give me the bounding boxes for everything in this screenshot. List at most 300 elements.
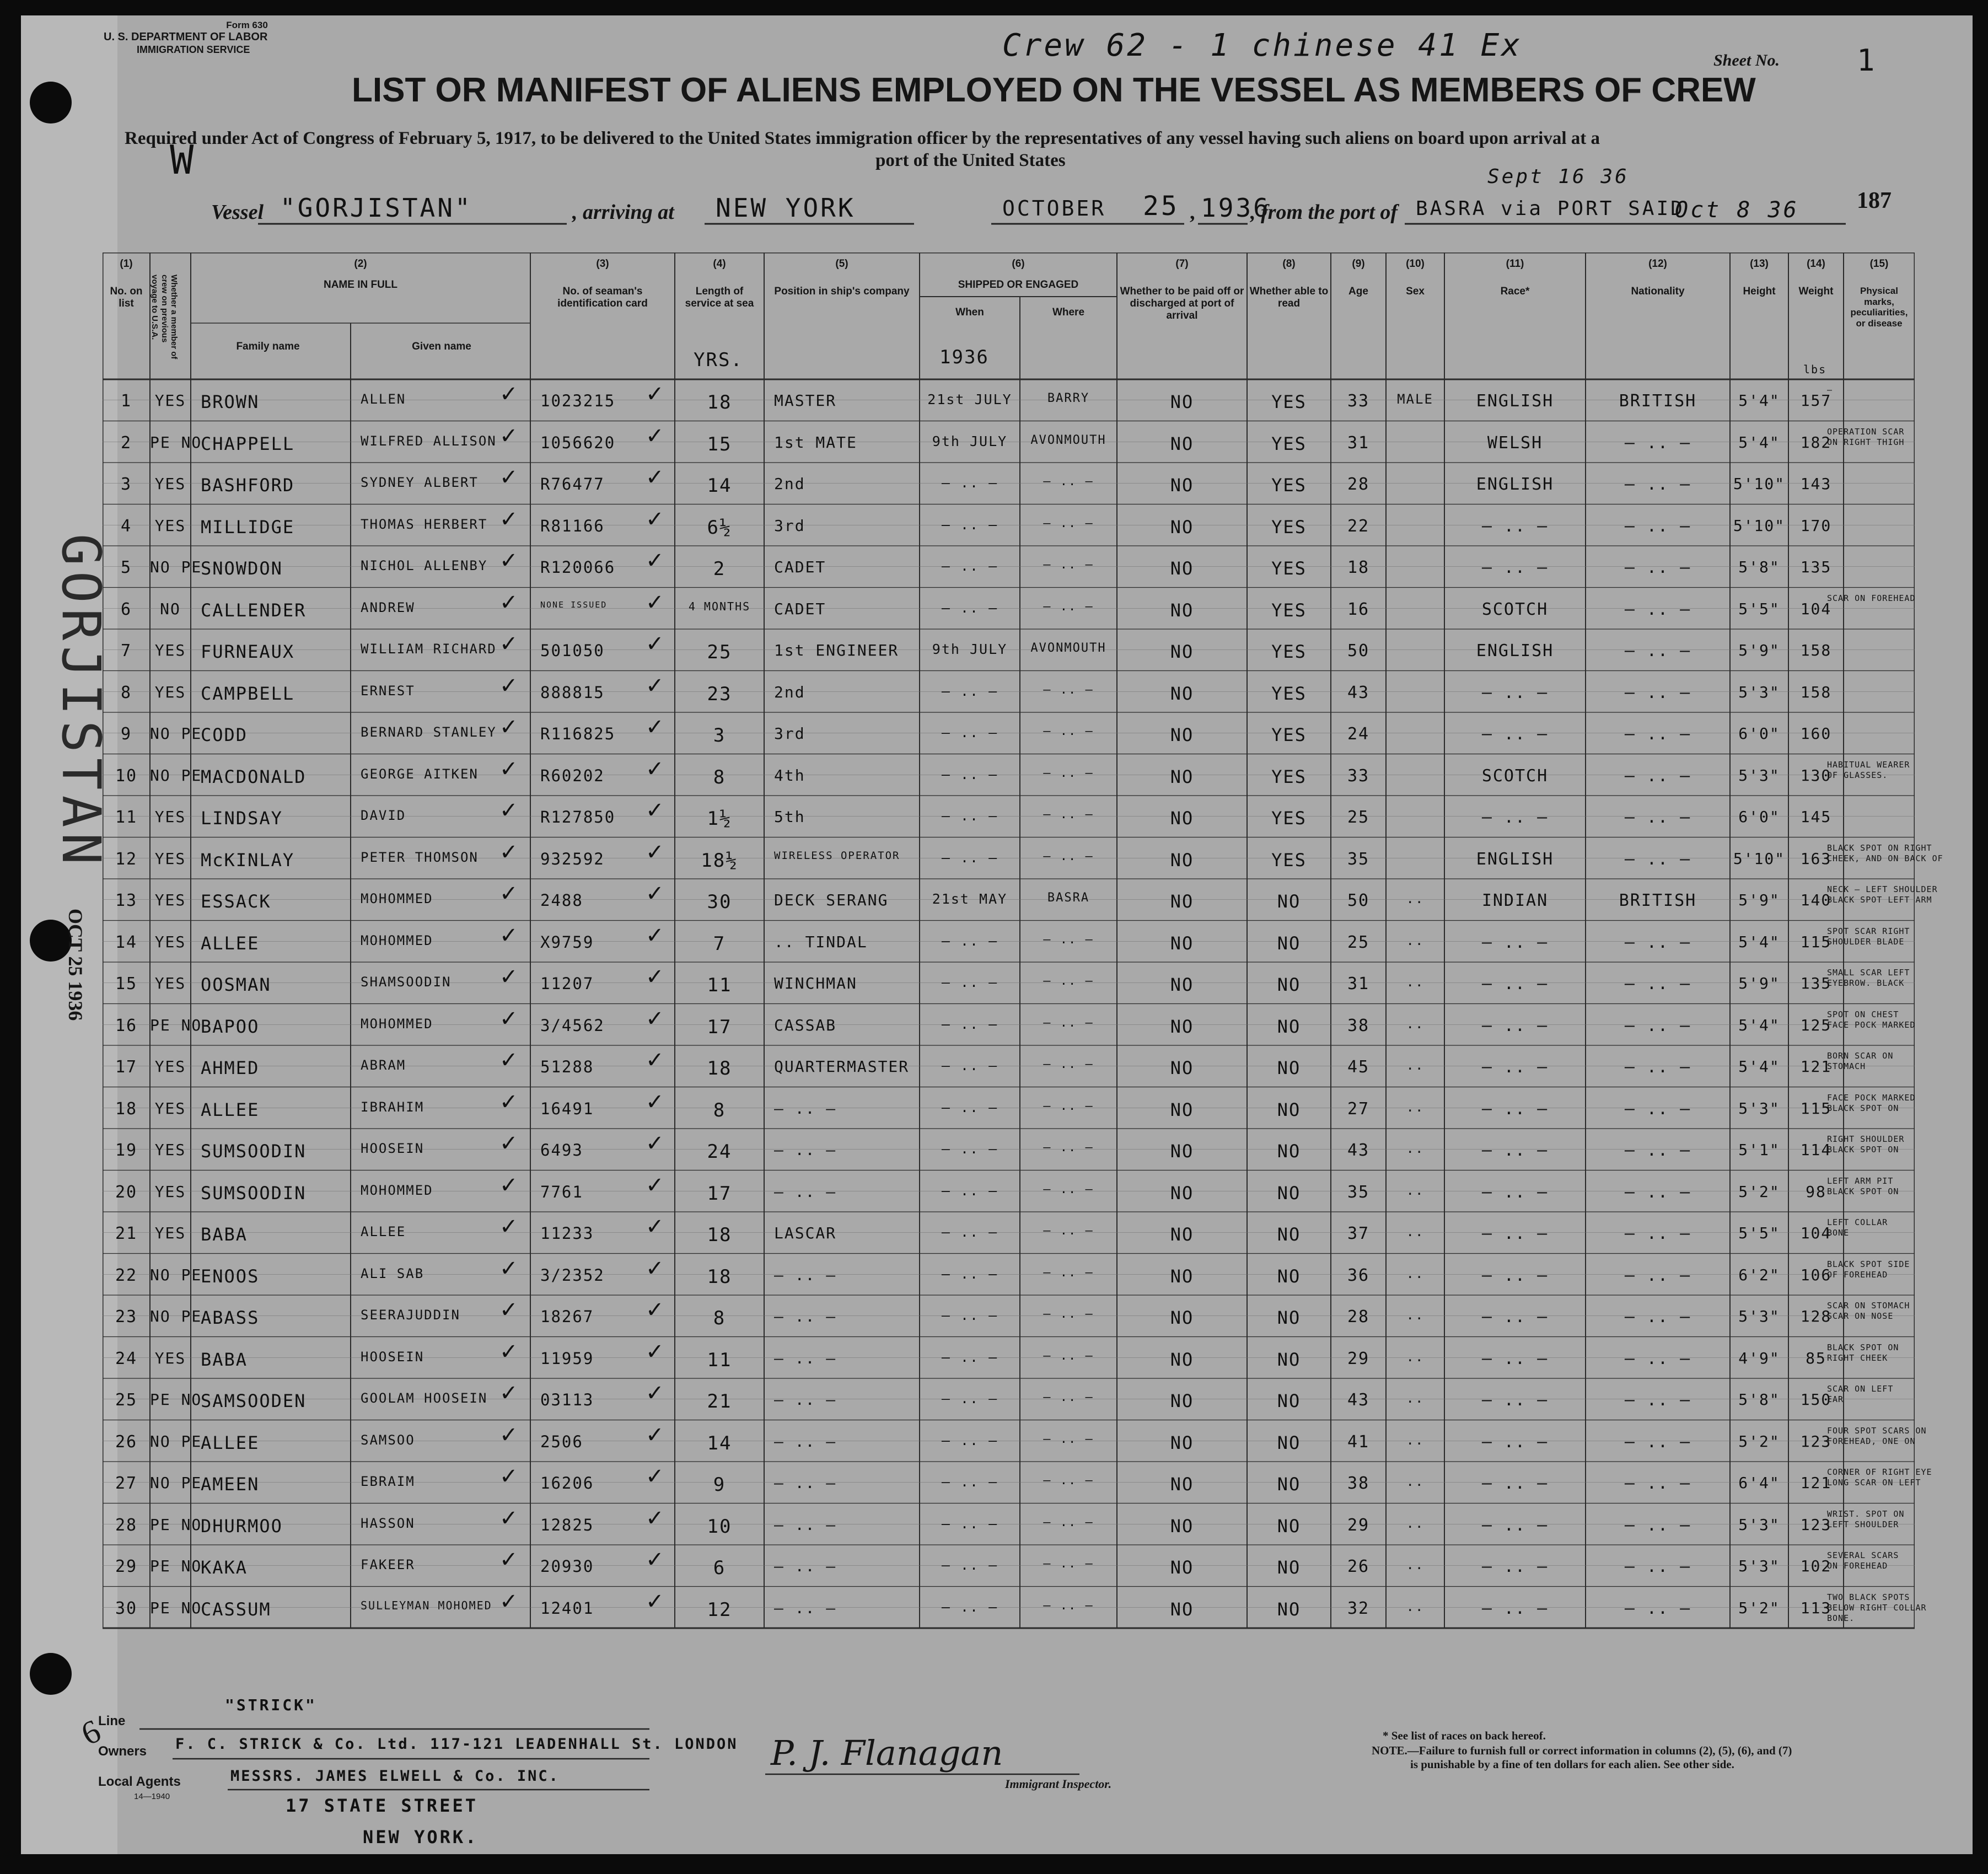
cell-family: AHMED (201, 1057, 260, 1078)
line-label: Line (98, 1714, 126, 1728)
cell-read: NO (1277, 932, 1301, 954)
cell-n: 7 (120, 641, 132, 661)
cell-service: 1½ (707, 808, 732, 830)
column-header: Height (1743, 286, 1776, 297)
column-subheader: When (955, 307, 984, 318)
cell-weight: 115 (1800, 1099, 1832, 1118)
check-mark-icon: ✓ (646, 1048, 664, 1073)
cell-given: IBRAHIM (361, 1099, 425, 1115)
table-row (103, 1045, 1915, 1087)
arrival-port: NEW YORK (716, 193, 856, 223)
cell-where: — .. — (1043, 558, 1094, 572)
column-header: Race* (1500, 286, 1530, 297)
cell-when: — .. — (941, 516, 998, 533)
cell-height: 5'2" (1738, 1432, 1780, 1451)
cell-paid: NO (1170, 1557, 1194, 1578)
check-mark-icon: ✓ (646, 1464, 664, 1489)
column-subheader: Where (1052, 307, 1085, 318)
cell-weight: 85 (1806, 1349, 1826, 1367)
cell-card: 888815 (540, 683, 605, 702)
cell-sex: .. (1406, 1598, 1425, 1614)
table-row (103, 1587, 1927, 1629)
cell-given: HOOSEIN (361, 1141, 425, 1156)
cell-card: 11959 (540, 1349, 594, 1368)
cell-read: YES (1271, 808, 1307, 829)
cell-where: — .. — (1043, 849, 1094, 863)
cell-given: EBRAIM (361, 1474, 415, 1489)
cell-family: CODD (201, 724, 248, 745)
owners-label: Owners (98, 1744, 147, 1759)
cell-read: YES (1271, 849, 1307, 871)
cell-race: — .. — (1481, 516, 1549, 536)
cell-service: 21 (707, 1390, 732, 1413)
column-number: (9) (1352, 258, 1365, 270)
cell-paid: NO (1170, 1141, 1194, 1162)
cell-n: 18 (115, 1099, 138, 1119)
table-row (103, 1545, 1915, 1587)
cell-height: 5'4" (1738, 1016, 1780, 1034)
check-mark-icon: ✓ (499, 1422, 518, 1448)
cell-given: PETER THOMSON (361, 849, 479, 865)
cell-sex: .. (1406, 1224, 1425, 1239)
cell-n: 12 (115, 849, 138, 869)
cell-given: ALLEN (361, 391, 406, 407)
cell-age: 25 (1347, 932, 1370, 952)
cell-card: NONE ISSUED (540, 599, 608, 610)
check-mark-icon: ✓ (646, 589, 664, 615)
cell-n: 24 (115, 1349, 138, 1368)
cell-race: — .. — (1481, 1307, 1549, 1327)
date-stamp: OCT 25 1936 (65, 909, 87, 1021)
cell-age: 29 (1347, 1515, 1370, 1535)
cell-when: — .. — (941, 599, 998, 616)
cell-card: 501050 (540, 641, 605, 660)
cell-race: INDIAN (1481, 891, 1549, 910)
cell-paid: NO (1170, 1515, 1194, 1537)
vessel-stamp: GORJISTAN (50, 534, 112, 871)
cell-where: BASRA (1047, 891, 1090, 905)
physical-marks: FACE POCK MARKED BLACK SPOT ON (1827, 1092, 1916, 1113)
check-mark-icon: ✓ (646, 1131, 664, 1156)
table-row (103, 1337, 1915, 1379)
cell-race: — .. — (1481, 1515, 1549, 1535)
cell-race: ENGLISH (1476, 475, 1554, 494)
cell-service: 18 (707, 391, 732, 414)
cell-when: — .. — (941, 1390, 998, 1406)
cell-position: — .. — (774, 1474, 837, 1492)
check-mark-icon: ✓ (646, 506, 664, 532)
check-mark-icon: ✓ (499, 798, 518, 823)
cell-when: — .. — (941, 683, 998, 699)
cell-paid: NO (1170, 391, 1194, 412)
cell-given: HASSON (361, 1515, 415, 1531)
cell-when: — .. — (941, 1349, 998, 1365)
table-row (103, 712, 1915, 754)
cell-paid: NO (1170, 1598, 1194, 1620)
cell-age: 43 (1347, 683, 1370, 702)
cell-service: 17 (707, 1182, 732, 1205)
cell-age: 31 (1347, 974, 1370, 994)
cell-nat: — .. — (1624, 724, 1691, 744)
check-mark-icon: ✓ (646, 423, 664, 449)
cell-age: 38 (1347, 1474, 1370, 1493)
sailing-date-note: Sept 16 36 (1487, 165, 1629, 188)
physical-marks: SPOT ON CHEST FACE POCK MARKED (1827, 1009, 1916, 1030)
cell-height: 5'8" (1738, 1390, 1780, 1409)
check-mark-icon: ✓ (499, 673, 518, 699)
cell-prev: YES (154, 1057, 186, 1076)
cell-prev: YES (154, 1349, 186, 1367)
cell-sex: .. (1406, 1307, 1425, 1323)
cell-given: GEORGE AITKEN (361, 766, 479, 782)
cell-given: WILFRED ALLISON (361, 433, 497, 449)
cell-paid: NO (1170, 1182, 1194, 1204)
cell-sex: .. (1406, 1474, 1425, 1489)
check-mark-icon: ✓ (646, 631, 664, 657)
cell-nat: — .. — (1624, 1265, 1691, 1285)
cell-weight: 121 (1800, 1474, 1832, 1492)
cell-n: 14 (115, 932, 138, 952)
cell-given: SEERAJUDDIN (361, 1307, 460, 1323)
form-number: Form 630 (226, 20, 268, 30)
cell-height: 6'2" (1738, 1265, 1780, 1284)
cell-position: WINCHMAN (774, 974, 857, 992)
column-header: Sex (1406, 286, 1425, 297)
physical-marks: FOUR SPOT SCARS ON FOREHEAD, ONE ON (1827, 1425, 1927, 1446)
vessel-label: Vessel (211, 201, 264, 224)
cell-race: SCOTCH (1481, 766, 1549, 786)
cell-n: 20 (115, 1182, 138, 1202)
cell-position: DECK SERANG (774, 891, 889, 909)
column-number: (4) (713, 258, 726, 270)
column-header: SHIPPED OR ENGAGED (958, 279, 1079, 291)
column-header: Physical marks, peculiarities, or disease (1850, 286, 1908, 329)
cell-given: SAMSOO (361, 1432, 415, 1448)
arrival-month: OCTOBER (1002, 196, 1106, 221)
check-mark-icon: ✓ (499, 1297, 518, 1323)
cell-paid: NO (1170, 1099, 1194, 1120)
cell-nat: — .. — (1624, 808, 1691, 827)
cell-family: DHURMOO (201, 1515, 283, 1537)
check-mark-icon: ✓ (646, 548, 664, 573)
check-mark-icon: ✓ (646, 1547, 664, 1572)
physical-marks: WRIST. SPOT ON LEFT SHOULDER (1827, 1508, 1905, 1529)
cell-paid: NO (1170, 1224, 1194, 1245)
cell-when: — .. — (941, 1057, 998, 1073)
table-row (103, 546, 1915, 588)
cell-read: NO (1277, 974, 1301, 995)
cell-service: 12 (707, 1598, 732, 1621)
cell-card: 2506 (540, 1432, 583, 1451)
cell-age: 18 (1347, 558, 1370, 577)
cell-weight: 128 (1800, 1307, 1832, 1325)
cell-given: ERNEST (361, 683, 415, 699)
cell-age: 50 (1347, 641, 1370, 661)
cell-nat: — .. — (1624, 1515, 1691, 1535)
cell-sex: .. (1406, 1557, 1425, 1572)
cell-weight: 102 (1800, 1557, 1832, 1575)
cell-age: 27 (1347, 1099, 1370, 1119)
cell-when: — .. — (941, 1557, 998, 1573)
column-header: Length of service at sea (685, 286, 754, 309)
cell-age: 45 (1347, 1057, 1370, 1077)
column-number: (13) (1750, 258, 1769, 270)
cell-n: 11 (115, 808, 138, 827)
cell-service: 10 (707, 1515, 732, 1538)
cell-read: NO (1277, 1265, 1301, 1287)
cell-read: NO (1277, 1432, 1301, 1453)
cell-weight: 104 (1800, 1224, 1832, 1242)
cell-paid: NO (1170, 1265, 1194, 1287)
check-mark-icon: ✓ (499, 589, 518, 615)
cell-prev: YES (154, 974, 186, 992)
cell-weight: 163 (1800, 849, 1832, 868)
cell-weight: 182 (1800, 433, 1832, 452)
table-row (103, 1170, 1915, 1212)
cell-nat: — .. — (1624, 1349, 1691, 1368)
cell-weight: 121 (1800, 1057, 1832, 1076)
from-label: , from the port of (1250, 201, 1398, 224)
check-mark-icon: ✓ (499, 1547, 518, 1572)
column-header: No. of seaman's identification card (557, 286, 648, 309)
check-mark-icon: ✓ (646, 922, 664, 948)
cell-weight: 150 (1800, 1390, 1832, 1409)
cell-race: — .. — (1481, 1099, 1549, 1119)
cell-service: 18 (707, 1224, 732, 1246)
column-number: (5) (835, 258, 848, 270)
cell-prev: NO PE (150, 1432, 202, 1451)
owners-value: F. C. STRICK & Co. Ltd. 117-121 LEADENHALL St. LONDON (175, 1736, 738, 1753)
cell-read: YES (1271, 641, 1307, 662)
cell-height: 5'3" (1738, 766, 1780, 785)
cell-where: — .. — (1043, 932, 1094, 947)
check-mark-icon: ✓ (646, 465, 664, 490)
cell-race: — .. — (1481, 1432, 1549, 1452)
physical-marks: RIGHT SHOULDER BLACK SPOT ON (1827, 1134, 1905, 1155)
cell-family: ALLEE (201, 1432, 260, 1453)
cell-card: 1056620 (540, 433, 616, 452)
cell-position: — .. — (774, 1182, 837, 1201)
cell-prev: NO PE (150, 766, 202, 785)
check-mark-icon: ✓ (646, 1422, 664, 1448)
cell-where: BARRY (1047, 391, 1090, 405)
cell-race: — .. — (1481, 1390, 1549, 1410)
physical-marks: LEFT ARM PIT BLACK SPOT ON (1827, 1175, 1899, 1196)
cell-prev: YES (154, 1182, 186, 1201)
cell-race: ENGLISH (1476, 849, 1554, 869)
cell-sex: .. (1406, 974, 1425, 990)
cell-where: — .. — (1043, 1390, 1094, 1404)
cell-card: 11233 (540, 1224, 594, 1243)
cell-prev: PE NO (150, 1390, 202, 1409)
year-separator: , (1190, 201, 1195, 224)
physical-marks: SEVERAL SCARS ON FOREHEAD (1827, 1550, 1899, 1571)
cell-family: BABA (201, 1349, 248, 1370)
cell-read: NO (1277, 1016, 1301, 1037)
check-mark-icon: ✓ (499, 839, 518, 865)
column-subheader: Family name (236, 341, 300, 352)
cell-nat: — .. — (1624, 1224, 1691, 1243)
cell-prev: PE NO (150, 1016, 202, 1034)
cell-age: 22 (1347, 516, 1370, 536)
cell-family: ESSACK (201, 891, 271, 912)
cell-given: GOOLAM HOOSEIN (361, 1390, 488, 1406)
cell-prev: YES (154, 1099, 186, 1118)
cell-read: NO (1277, 1474, 1301, 1495)
cell-where: AVONMOUTH (1030, 433, 1106, 447)
column-header: Whether able to read (1249, 286, 1329, 309)
cell-position: CASSAB (774, 1016, 837, 1034)
cell-where: — .. — (1043, 683, 1094, 697)
cell-position: 2nd (774, 475, 805, 493)
cell-family: BAPOO (201, 1016, 260, 1037)
sheet-number: 1 (1857, 43, 1877, 78)
column-number: (3) (596, 258, 609, 270)
cell-race: — .. — (1481, 1224, 1549, 1243)
cell-prev: YES (154, 475, 186, 493)
cell-race: — .. — (1481, 1557, 1549, 1576)
column-number: (15) (1869, 258, 1889, 270)
column-header: NAME IN FULL (323, 279, 398, 291)
check-mark-icon: ✓ (499, 1006, 518, 1032)
cell-position: LASCAR (774, 1224, 837, 1242)
cell-paid: NO (1170, 1432, 1194, 1453)
cell-card: R60202 (540, 766, 605, 785)
form-code: 14—1940 (134, 1792, 170, 1801)
physical-marks: SCAR ON STOMACH SCAR ON NOSE (1827, 1301, 1910, 1321)
cell-n: 26 (115, 1432, 138, 1452)
column-number: (12) (1648, 258, 1667, 270)
cell-family: OOSMAN (201, 974, 271, 995)
table-row (103, 1378, 1915, 1420)
cell-family: KAKA (201, 1557, 248, 1578)
check-mark-icon: ✓ (646, 715, 664, 740)
check-mark-icon: ✓ (499, 756, 518, 782)
check-mark-icon: ✓ (499, 1464, 518, 1489)
cell-race: — .. — (1481, 1265, 1549, 1285)
cell-service: 6½ (707, 516, 732, 539)
date-note: Oct 8 36 (1675, 197, 1799, 223)
cell-height: 5'9" (1738, 641, 1780, 659)
cell-position: 5th (774, 808, 805, 826)
cell-age: 35 (1347, 849, 1370, 869)
cell-given: SYDNEY ALBERT (361, 475, 479, 490)
cell-read: YES (1271, 391, 1307, 412)
cell-card: 03113 (540, 1390, 594, 1409)
cell-nat: — .. — (1624, 1390, 1691, 1410)
cell-card: 51288 (540, 1057, 594, 1076)
cell-n: 1 (120, 391, 132, 411)
cell-family: SUMSOODIN (201, 1182, 307, 1204)
cell-where: — .. — (1043, 974, 1094, 988)
check-mark-icon: ✓ (499, 423, 518, 449)
cell-race: — .. — (1481, 1141, 1549, 1160)
cell-read: NO (1277, 1099, 1301, 1120)
cell-card: 12401 (540, 1598, 594, 1618)
physical-marks: OPERATION SCAR ON RIGHT THIGH (1827, 426, 1905, 447)
cell-age: 28 (1347, 1307, 1370, 1327)
cell-height: 5'4" (1738, 1057, 1780, 1076)
cell-prev: YES (154, 808, 186, 826)
cell-prev: NO PE (150, 558, 202, 576)
cell-age: 33 (1347, 766, 1370, 786)
cell-where: — .. — (1043, 475, 1094, 488)
cell-paid: NO (1170, 433, 1194, 454)
cell-n: 4 (120, 516, 132, 536)
cell-prev: PE NO (150, 1598, 202, 1617)
cell-prev: YES (154, 516, 186, 535)
physical-marks: SCAR ON LEFT EAR (1827, 1384, 1894, 1404)
cell-family: ENOOS (201, 1265, 260, 1287)
cell-height: 5'10" (1733, 849, 1786, 868)
cell-where: — .. — (1043, 599, 1094, 614)
cell-height: 5'1" (1738, 1141, 1780, 1159)
cell-nat: — .. — (1624, 1598, 1691, 1618)
check-mark-icon: ✓ (646, 1006, 664, 1032)
cell-prev: YES (154, 849, 186, 868)
cell-card: R76477 (540, 475, 605, 493)
cell-when: — .. — (941, 1224, 998, 1240)
cell-position: — .. — (774, 1265, 837, 1284)
cell-where: — .. — (1043, 516, 1094, 530)
cell-position: — .. — (774, 1099, 837, 1118)
cell-family: SNOWDON (201, 558, 283, 579)
cell-service: 25 (707, 641, 732, 663)
cell-age: 33 (1347, 391, 1370, 411)
cell-position: — .. — (774, 1307, 837, 1325)
cell-age: 29 (1347, 1349, 1370, 1368)
cell-sex: .. (1406, 932, 1425, 948)
cell-family: CASSUM (201, 1598, 271, 1620)
check-mark-icon: ✓ (499, 1339, 518, 1365)
cell-height: 5'3" (1738, 1557, 1780, 1575)
table-row (103, 379, 1915, 421)
subtitle: Required under Act of Congress of February 5, 1917, to be delivered to the United States immigration officer by the representatives of any vessel having such aliens on board upon arrival at a (125, 128, 1600, 148)
column-number: (14) (1807, 258, 1825, 270)
physical-marks: SMALL SCAR LEFT EYEBROW. BLACK (1827, 968, 1910, 988)
table-row (103, 1295, 1915, 1337)
cell-n: 25 (115, 1390, 138, 1410)
cell-family: SAMSOODEN (201, 1390, 307, 1411)
cell-age: 38 (1347, 1016, 1370, 1035)
cell-where: — .. — (1043, 1515, 1094, 1529)
cell-where: — .. — (1043, 766, 1094, 780)
cell-age: 24 (1347, 724, 1370, 744)
check-mark-icon: ✓ (499, 506, 518, 532)
check-mark-icon: ✓ (499, 715, 518, 740)
table-row (103, 629, 1915, 671)
cell-given: NICHOL ALLENBY (361, 558, 488, 573)
check-mark-icon: ✓ (646, 1172, 664, 1198)
check-mark-icon: ✓ (499, 1131, 518, 1156)
cell-paid: NO (1170, 475, 1194, 496)
cell-height: 4'9" (1738, 1349, 1780, 1367)
margin-number: 6 (76, 1712, 106, 1753)
table-row (103, 588, 1915, 630)
cell-family: MACDONALD (201, 766, 307, 787)
cell-family: ABASS (201, 1307, 260, 1328)
cell-height: 5'5" (1738, 1224, 1780, 1242)
table-row (103, 1129, 1915, 1170)
cell-service: 18½ (701, 849, 738, 872)
cell-paid: NO (1170, 724, 1194, 745)
cell-prev: NO PE (150, 1307, 202, 1325)
cell-card: 18267 (540, 1307, 594, 1326)
cell-service: 3 (713, 724, 726, 747)
cell-n: 5 (120, 558, 132, 577)
cell-service: 24 (707, 1141, 732, 1163)
check-mark-icon: ✓ (499, 631, 518, 657)
